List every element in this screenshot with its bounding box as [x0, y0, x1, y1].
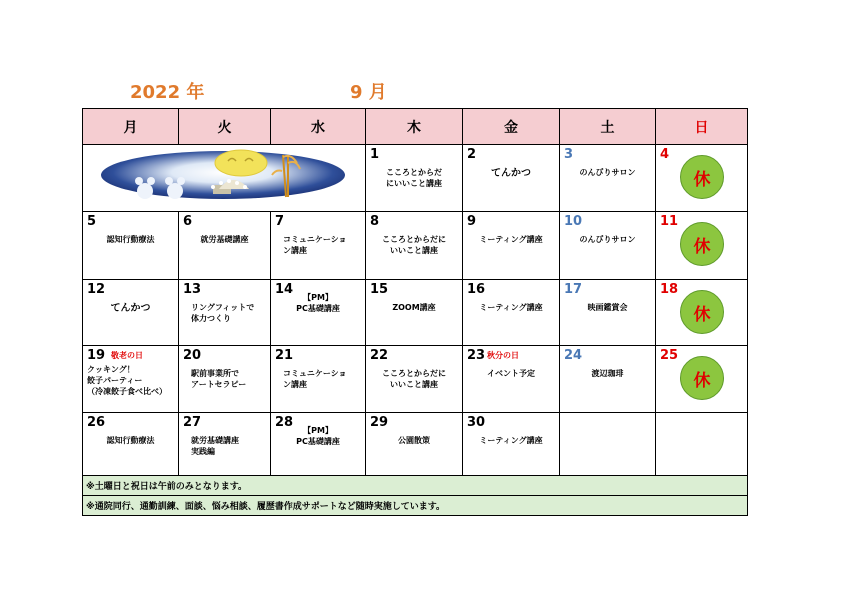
day-cell-26[interactable] [83, 413, 179, 476]
day-number: 5 [87, 214, 97, 229]
event-label: てんかつ [110, 303, 151, 314]
day-number: 14 [275, 282, 294, 297]
event-label: こころとからだ にいいこと講座 [386, 168, 442, 188]
event-label: リングフィットで 体力つくり [191, 303, 255, 323]
event-label: クッキング！ 餃子パーティー （冷凍餃子食べ比べ） [87, 365, 167, 396]
day-cell-25[interactable] [656, 346, 748, 413]
day-number: 29 [370, 415, 389, 430]
event-label: こころとからだに いいこと講座 [382, 369, 446, 389]
event-label: のんびりサロン [579, 168, 636, 177]
day-cell-28[interactable] [271, 413, 366, 476]
day-cell-22[interactable] [366, 346, 463, 413]
day-number: 6 [183, 214, 193, 229]
event-label: ミーティング講座 [479, 303, 543, 312]
weekday-tue: 火 [179, 109, 271, 145]
day-cell-30[interactable] [463, 413, 560, 476]
weekday-wed: 水 [271, 109, 366, 145]
day-number: 25 [660, 348, 679, 363]
day-cell-5[interactable] [83, 212, 179, 280]
day-number: 23 [467, 348, 486, 363]
note-support-services: ※通院同行、通勤訓練、面談、悩み相談、履歴書作成サポートなど随時実施しています。 [83, 496, 748, 516]
day-cell-21[interactable] [271, 346, 366, 413]
day-cell-15[interactable] [366, 280, 463, 346]
day-number: 24 [564, 348, 583, 363]
day-number: 17 [564, 282, 583, 297]
day-cell-16[interactable] [463, 280, 560, 346]
weekday-mon: 月 [83, 109, 179, 145]
day-cell-3[interactable] [560, 145, 656, 212]
event-label: 就労基礎講座 [200, 235, 249, 244]
day-number: 22 [370, 348, 389, 363]
event-label: コミュニケーショ ン講座 [283, 235, 347, 255]
holiday-label: 敬老の日 [111, 351, 143, 360]
day-cell-29[interactable] [366, 413, 463, 476]
moon-viewing-illustration [83, 145, 366, 212]
calendar-grid [82, 108, 748, 516]
event-label: 渡辺珈琲 [591, 369, 624, 378]
day-cell-8[interactable] [366, 212, 463, 280]
event-label: 【PM】 PC基礎講座 [296, 293, 340, 313]
event-label: イベント予定 [487, 369, 535, 378]
weekday-thu: 木 [366, 109, 463, 145]
day-cell-24[interactable] [560, 346, 656, 413]
day-number: 30 [467, 415, 486, 430]
day-number: 8 [370, 214, 380, 229]
day-cell-11[interactable] [656, 212, 748, 280]
event-label: ミーティング講座 [479, 436, 543, 445]
day-number: 27 [183, 415, 202, 430]
event-label: 認知行動療法 [106, 235, 155, 244]
day-number: 1 [370, 147, 380, 162]
weekday-sun: 日 [656, 109, 748, 145]
tsukimi-image [83, 145, 366, 212]
day-cell-23[interactable] [463, 346, 560, 413]
event-label: コミュニケーショ ン講座 [283, 369, 347, 389]
event-label: こころとからだに いいこと講座 [382, 235, 446, 255]
day-cell-10[interactable] [560, 212, 656, 280]
empty-cell [560, 413, 656, 476]
day-cell-20[interactable] [179, 346, 271, 413]
day-number: 11 [660, 214, 679, 229]
day-number: 10 [564, 214, 583, 229]
day-number: 7 [275, 214, 285, 229]
day-cell-14[interactable] [271, 280, 366, 346]
day-cell-4[interactable] [656, 145, 748, 212]
event-label: てんかつ [491, 168, 531, 179]
day-cell-17[interactable] [560, 280, 656, 346]
day-cell-13[interactable] [179, 280, 271, 346]
day-cell-12[interactable] [83, 280, 179, 346]
note-saturday-holiday: ※土曜日と祝日は午前のみとなります。 [83, 476, 748, 496]
day-number: 12 [87, 282, 106, 297]
rest-day-badge: 休 [680, 222, 724, 266]
day-number: 26 [87, 415, 106, 430]
day-number: 21 [275, 348, 294, 363]
event-label: 就労基礎講座 実践編 [191, 436, 239, 456]
day-cell-19[interactable] [83, 346, 179, 413]
rest-day-badge: 休 [680, 290, 724, 334]
day-number: 2 [467, 147, 477, 162]
day-cell-1[interactable] [366, 145, 463, 212]
day-number: 16 [467, 282, 486, 297]
day-number: 18 [660, 282, 679, 297]
day-number: 19 [87, 348, 106, 363]
event-label: 駅前事業所で アートセラピー [191, 369, 247, 389]
day-number: 28 [275, 415, 294, 430]
day-number: 9 [467, 214, 477, 229]
weekday-fri: 金 [463, 109, 560, 145]
weekday-sat: 土 [560, 109, 656, 145]
day-cell-18[interactable] [656, 280, 748, 346]
event-label: ミーティング講座 [479, 235, 543, 244]
day-number: 3 [564, 147, 574, 162]
day-cell-7[interactable] [271, 212, 366, 280]
day-number: 4 [660, 147, 670, 162]
calendar-year: 2022 年 [130, 82, 205, 103]
day-number: 13 [183, 282, 202, 297]
event-label: 認知行動療法 [106, 436, 155, 445]
rest-day-badge: 休 [680, 155, 724, 199]
day-cell-9[interactable] [463, 212, 560, 280]
holiday-label: 秋分の日 [487, 351, 519, 360]
day-cell-27[interactable] [179, 413, 271, 476]
empty-cell [656, 413, 748, 476]
day-number: 20 [183, 348, 202, 363]
event-label: ZOOM講座 [392, 303, 436, 312]
day-number: 15 [370, 282, 389, 297]
event-label: のんびりサロン [579, 235, 636, 244]
event-label: 公園散策 [398, 436, 430, 445]
event-label: 映画鑑賞会 [587, 303, 628, 312]
event-label: 【PM】 PC基礎講座 [296, 426, 340, 446]
calendar-month: 9 月 [350, 82, 387, 103]
day-cell-6[interactable] [179, 212, 271, 280]
day-cell-2[interactable] [463, 145, 560, 212]
rest-day-badge: 休 [680, 356, 724, 400]
